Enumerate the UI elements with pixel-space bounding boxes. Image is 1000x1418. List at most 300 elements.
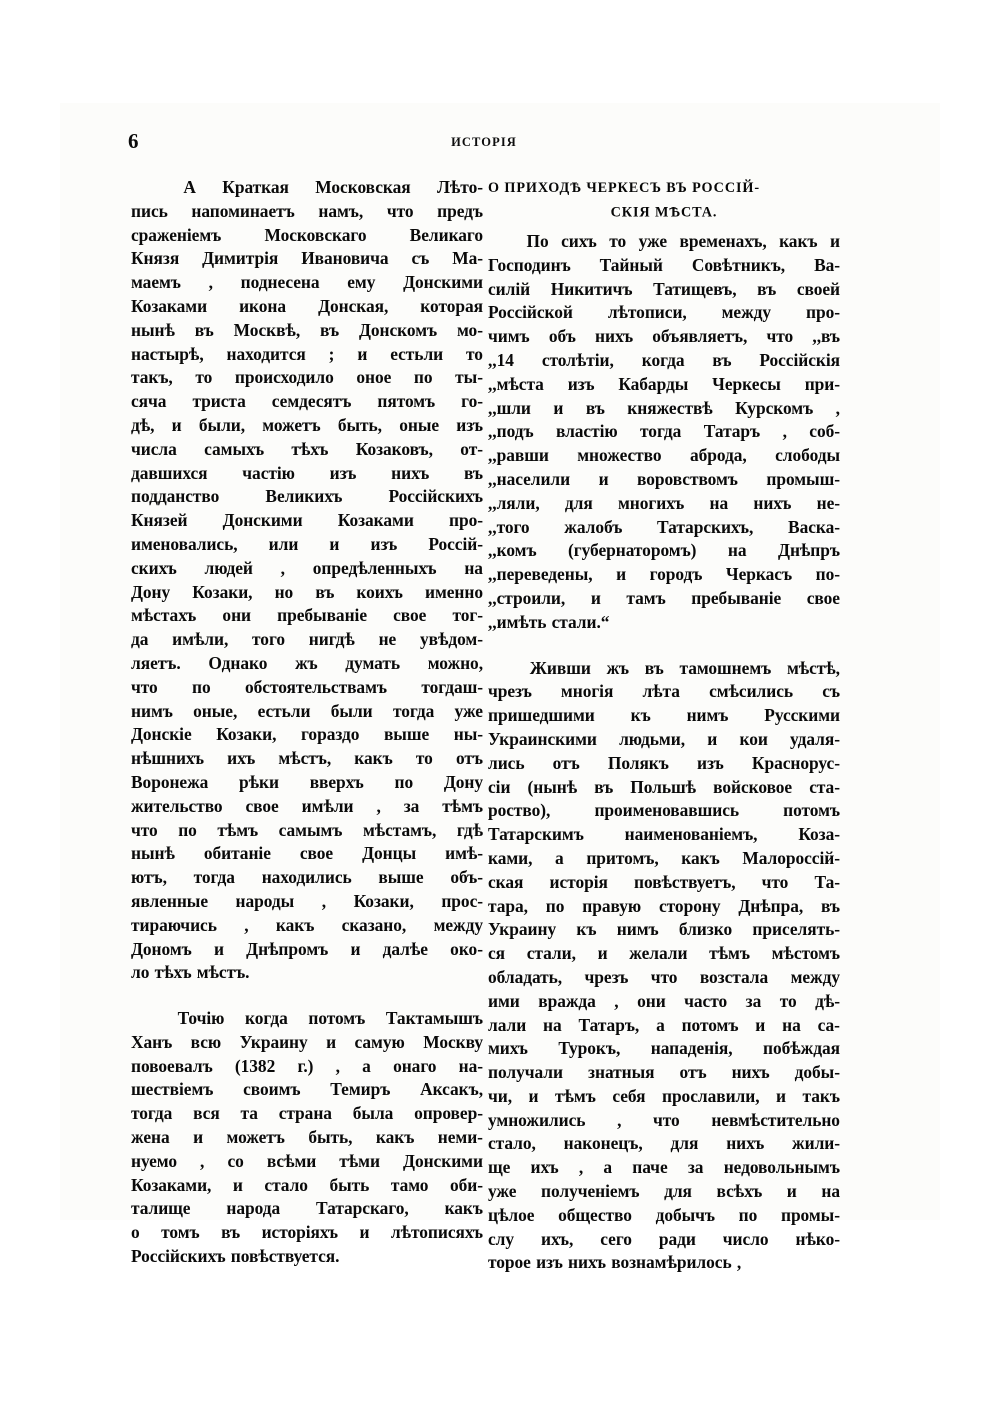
- word: ста-: [809, 776, 840, 797]
- word: а: [656, 1014, 665, 1035]
- word: Днѣпра,: [738, 895, 804, 916]
- word: Турокъ,: [558, 1038, 621, 1059]
- word: Московская: [315, 177, 411, 197]
- word: Димитрія: [202, 248, 279, 269]
- word: объявляетъ,: [652, 326, 748, 347]
- word: мѣстахъ: [131, 605, 197, 626]
- word: аброда,: [689, 445, 747, 466]
- word: тогда: [131, 1103, 173, 1124]
- word: потомъ: [308, 1008, 366, 1029]
- word: ,,въ: [812, 326, 840, 347]
- paragraph-taktamysh: [131, 1007, 483, 1269]
- word: находились: [261, 867, 352, 888]
- word: обладать,: [488, 966, 563, 987]
- word: на-: [458, 1055, 483, 1076]
- word: и: [193, 1127, 204, 1148]
- word: въ: [712, 349, 732, 370]
- word: ,,14: [488, 349, 514, 370]
- word: тѣмъ: [555, 1085, 596, 1106]
- word: изъ: [697, 752, 724, 773]
- word: про-: [805, 302, 840, 323]
- word: ны-: [453, 724, 483, 745]
- word: какъ: [275, 914, 315, 935]
- word: при-: [804, 373, 840, 394]
- word: поднесена: [240, 272, 320, 293]
- text-line: [131, 343, 483, 367]
- text-line: [131, 628, 483, 652]
- page-number: 6: [128, 129, 139, 153]
- word: не-: [816, 492, 840, 513]
- word: Россійской: [488, 302, 573, 323]
- word: ками,: [488, 847, 533, 868]
- word: чрезъ: [488, 681, 532, 702]
- text-line: [488, 278, 840, 302]
- text-line: [488, 966, 840, 990]
- word: давшихся: [131, 462, 208, 483]
- word: Москвѣ,: [233, 319, 301, 340]
- text-line: [131, 1174, 483, 1198]
- word: по: [192, 676, 211, 697]
- word: и: [528, 1085, 539, 1106]
- word: для: [564, 492, 593, 513]
- word: на: [709, 492, 729, 513]
- word: жъ: [295, 652, 318, 673]
- word: промыш-: [766, 468, 840, 489]
- word: въ: [194, 319, 214, 340]
- text-line: [131, 1055, 483, 1079]
- word: Украинскими: [488, 728, 597, 749]
- text-line: [488, 1156, 840, 1180]
- word: полученіемъ: [541, 1181, 640, 1202]
- word: были,: [198, 414, 246, 435]
- word: ,,строили,: [488, 587, 566, 608]
- word: чи,: [488, 1085, 513, 1106]
- word: въ: [644, 657, 664, 678]
- text-line: [131, 271, 483, 295]
- word: ему: [347, 272, 376, 293]
- word: нихъ: [391, 462, 430, 483]
- text-line: [488, 823, 840, 847]
- word: жительство: [131, 795, 223, 816]
- word: опредѣленныхъ: [312, 557, 437, 578]
- word: наконецъ,: [563, 1133, 643, 1154]
- word: всю: [190, 1031, 222, 1052]
- word: нимъ: [616, 919, 659, 940]
- word: изъ: [567, 373, 595, 394]
- text-line: [488, 563, 840, 587]
- text-line: [488, 680, 840, 704]
- word: Ва-: [814, 254, 840, 275]
- word: жили-: [792, 1133, 840, 1154]
- word: за: [687, 1157, 704, 1178]
- paragraph-tatishchev-citation: [488, 230, 840, 635]
- word: къ: [576, 919, 597, 940]
- word: семдесятъ: [271, 391, 352, 412]
- text-line: [131, 295, 483, 319]
- word: отъ: [455, 748, 483, 769]
- word: исторіяхъ: [261, 1222, 338, 1243]
- word: по: [178, 819, 197, 840]
- word: оное: [356, 367, 392, 388]
- running-head: [128, 130, 840, 152]
- word: что: [653, 1109, 680, 1130]
- word: нихъ: [753, 492, 792, 513]
- word: Дономъ: [131, 938, 192, 959]
- word: сяча: [131, 391, 167, 412]
- word: Русскими: [764, 705, 840, 726]
- word: тѣмъ: [442, 795, 483, 816]
- word: и: [598, 468, 609, 489]
- word: Донскими: [403, 272, 483, 293]
- word: Полякъ: [607, 752, 669, 773]
- text-line: [488, 942, 840, 966]
- text-line: [488, 325, 840, 349]
- word: та: [240, 1103, 258, 1124]
- word: тѣми: [339, 1150, 380, 1171]
- word: самую: [354, 1031, 405, 1052]
- word: Донцы: [362, 843, 417, 864]
- word: правую: [582, 895, 642, 916]
- word: народа: [226, 1198, 281, 1219]
- word: нигдѣ: [308, 629, 355, 650]
- text-line: [131, 819, 483, 843]
- word: пребываніе: [277, 605, 367, 626]
- word: Москву: [423, 1031, 483, 1052]
- word: ,: [614, 990, 619, 1011]
- word: Козаки,: [192, 581, 253, 602]
- word: ,,населили: [488, 468, 571, 489]
- word: скихъ: [131, 557, 177, 578]
- text-line: [488, 704, 840, 728]
- word: многихъ: [617, 492, 685, 513]
- word: изъ: [456, 414, 483, 435]
- word: быть,: [308, 1127, 353, 1148]
- word: ,,шли: [488, 397, 531, 418]
- word: Васка-: [788, 516, 840, 537]
- word: объ-: [450, 867, 483, 888]
- word: Татарскихъ,: [657, 516, 754, 537]
- word: выше: [383, 724, 430, 745]
- word: или: [268, 533, 299, 554]
- text-line: [131, 938, 483, 962]
- text-line: [131, 1102, 483, 1126]
- word: ,,равши: [488, 445, 549, 466]
- text-line: [488, 895, 840, 919]
- word: Донскими: [403, 1150, 483, 1171]
- word: тогда: [392, 700, 435, 721]
- text-line: [131, 176, 483, 200]
- word: получали: [488, 1062, 563, 1083]
- word: промы-: [780, 1204, 840, 1225]
- text-line: [488, 1204, 840, 1228]
- word: ,: [321, 890, 327, 911]
- word: роство),: [488, 800, 551, 821]
- word: временахъ,: [679, 231, 767, 251]
- word: такъ: [802, 1085, 840, 1106]
- word: людей: [204, 557, 253, 578]
- word: страна: [278, 1103, 332, 1124]
- word: и: [776, 1085, 787, 1106]
- word: ,: [208, 272, 213, 293]
- word: Никитичъ: [550, 278, 633, 299]
- word: и: [359, 1222, 370, 1243]
- word: въ: [463, 462, 483, 483]
- word: какъ: [354, 748, 393, 769]
- word: обстоятельствамъ: [245, 676, 387, 697]
- word: мѣстамъ,: [362, 819, 437, 840]
- word: и: [350, 938, 361, 959]
- word: Черкесы: [712, 373, 781, 394]
- word: томъ: [161, 1222, 200, 1243]
- word: сторону: [659, 895, 721, 916]
- text-line: [488, 918, 840, 942]
- word: ихъ: [530, 1157, 559, 1178]
- word: гораздо: [301, 724, 360, 745]
- section-heading-line-1: О ПРИХОДѢ ЧЕРКЕСЪ ВЪ РОССІЙ-: [488, 179, 760, 196]
- text-line: [131, 652, 483, 676]
- word: жена: [131, 1127, 170, 1148]
- text-line: [131, 390, 483, 414]
- word: Украину: [488, 919, 557, 940]
- word: увѣдом-: [419, 629, 483, 650]
- word: а: [555, 847, 564, 868]
- word: Дону: [443, 771, 483, 792]
- word: оби-: [449, 1174, 483, 1195]
- word: ще: [488, 1157, 511, 1178]
- word: можно,: [427, 652, 483, 673]
- word: наименованіемъ,: [624, 824, 758, 845]
- word: г.): [297, 1055, 314, 1076]
- word: приселять-: [752, 919, 840, 940]
- word: опровер-: [414, 1103, 483, 1124]
- text-line: [131, 771, 483, 795]
- word: лѣтописи,: [607, 302, 687, 323]
- word: можетъ: [262, 414, 321, 435]
- word: око-: [450, 938, 483, 959]
- word: лѣта: [642, 681, 680, 702]
- word: и: [232, 1174, 243, 1195]
- word: ютъ,: [131, 867, 167, 888]
- text-line: [488, 1014, 840, 1038]
- word: рѣки: [239, 771, 279, 792]
- word: и: [786, 1181, 797, 1202]
- word: свое: [806, 587, 840, 608]
- word: вознамѣрилось: [611, 1252, 732, 1273]
- word: тогда: [640, 421, 682, 442]
- word: о: [131, 1222, 140, 1243]
- text-line: [488, 799, 840, 823]
- word: на: [727, 540, 747, 561]
- word: недовольнымъ: [723, 1157, 840, 1178]
- word: да: [131, 629, 149, 650]
- word: себя: [612, 1085, 646, 1106]
- word: что: [766, 326, 794, 347]
- word: ,: [736, 1252, 742, 1273]
- word: сего: [600, 1228, 632, 1249]
- word: своей: [796, 278, 840, 299]
- word: находится: [226, 343, 306, 364]
- word: нападенія,: [650, 1038, 733, 1059]
- word: тамъ: [626, 587, 666, 608]
- word: оные,: [193, 700, 238, 721]
- word: По: [526, 231, 549, 251]
- word: своимъ: [243, 1079, 301, 1100]
- word: тог-: [452, 605, 483, 626]
- text-line: [131, 890, 483, 914]
- text-line: [488, 587, 840, 611]
- word: для: [664, 1181, 692, 1202]
- word: ,,того: [488, 516, 530, 537]
- word: ская: [488, 871, 524, 892]
- word: Ма-: [452, 248, 483, 269]
- word: ,: [617, 1109, 622, 1130]
- word: лали: [488, 1014, 527, 1035]
- word: триста: [192, 391, 246, 412]
- word: прос-: [441, 890, 483, 911]
- word: Воронежа: [131, 771, 209, 792]
- word: тогдаш-: [421, 676, 483, 697]
- word: а: [362, 1055, 371, 1076]
- word: ,: [578, 1157, 584, 1178]
- word: Курскомъ: [735, 397, 814, 418]
- word: Черкасъ: [725, 564, 793, 585]
- word: именно: [424, 581, 483, 602]
- word: сіи: [488, 776, 511, 797]
- paragraph-zhivshi-zh: [488, 657, 840, 1276]
- word: свое: [393, 605, 427, 626]
- word: умножились: [488, 1109, 586, 1130]
- word: къ: [630, 705, 651, 726]
- text-column-right: [488, 176, 840, 1275]
- word: со: [227, 1150, 244, 1171]
- word: тогда: [193, 867, 235, 888]
- word: Козаками,: [131, 1174, 212, 1195]
- word: въ: [221, 1222, 241, 1243]
- text-line: [488, 539, 840, 563]
- word: что: [131, 676, 158, 697]
- word: самыхъ: [204, 438, 265, 459]
- word: пятомъ: [377, 391, 436, 412]
- word: добычъ: [655, 1204, 715, 1225]
- word: Тактамышъ: [385, 1008, 483, 1029]
- word: въ: [585, 397, 605, 418]
- word: столѣтіи,: [541, 349, 614, 370]
- word: торое: [488, 1252, 531, 1273]
- word: предъ: [437, 200, 483, 221]
- text-line: [131, 1245, 483, 1269]
- word: того: [252, 629, 286, 650]
- word: притомъ,: [586, 847, 659, 868]
- word: явленные: [131, 890, 208, 911]
- word: Козаки,: [216, 724, 277, 745]
- word: въ: [821, 895, 840, 916]
- text-line: [488, 1180, 840, 1204]
- text-line: [488, 230, 840, 254]
- word: Татаръ,: [578, 1014, 640, 1035]
- word: нихъ: [568, 1252, 607, 1273]
- word: тѣмъ: [709, 943, 750, 964]
- word: пришедшими: [488, 705, 595, 726]
- word: онаго: [393, 1055, 437, 1076]
- word: силій: [488, 278, 531, 299]
- word: быть: [329, 1174, 370, 1195]
- word: ихъ,: [540, 1228, 574, 1249]
- word: добы-: [794, 1062, 840, 1083]
- text-line: [131, 224, 483, 248]
- word: Днѣпръ: [778, 540, 840, 561]
- word: Донскими: [222, 510, 303, 531]
- word: тара,: [488, 895, 528, 916]
- text-line: [488, 301, 840, 325]
- text-line: [131, 533, 483, 557]
- word: мѣстъ.: [196, 962, 250, 983]
- text-line: [131, 676, 483, 700]
- word: ,,подъ: [488, 421, 534, 442]
- word: имѣли,: [172, 629, 229, 650]
- word: жалобъ: [564, 516, 623, 537]
- word: дѣ,: [131, 414, 155, 435]
- word: за: [403, 795, 420, 816]
- word: Польшѣ: [630, 776, 697, 797]
- word: за: [745, 990, 762, 1011]
- word: въ: [594, 776, 614, 797]
- word: и: [616, 564, 627, 585]
- word: Темиръ: [330, 1079, 391, 1100]
- text-line: [488, 516, 840, 540]
- word: чимъ: [488, 326, 530, 347]
- word: городъ: [649, 564, 703, 585]
- text-line: [488, 990, 840, 1014]
- word: далѣе: [382, 938, 428, 959]
- word: то: [779, 990, 797, 1011]
- word: Господинъ: [488, 254, 571, 275]
- word: и: [326, 1031, 337, 1052]
- word: свое: [299, 843, 334, 864]
- text-line: [488, 1228, 840, 1252]
- text-line: [131, 914, 483, 938]
- word: го-: [461, 391, 483, 412]
- word: подданство: [131, 486, 220, 507]
- word: Донская,: [318, 295, 389, 316]
- text-line: [131, 700, 483, 724]
- text-line: [131, 723, 483, 747]
- word: тѣхъ: [291, 438, 329, 459]
- word: Великихъ: [265, 486, 343, 507]
- word: кои: [739, 728, 768, 749]
- text-line: [488, 468, 840, 492]
- word: въ: [757, 278, 777, 299]
- word: такъ,: [131, 367, 173, 388]
- word: какъ: [681, 847, 720, 868]
- word: и: [597, 943, 608, 964]
- word: Татищевъ,: [653, 278, 737, 299]
- text-line: [131, 581, 483, 605]
- word: повѣствуется.: [230, 1246, 340, 1267]
- text-line: [488, 728, 840, 752]
- word: мѣстъ,: [278, 748, 332, 769]
- word: какъ: [375, 1127, 415, 1148]
- word: на: [782, 1014, 801, 1035]
- word: желали: [629, 943, 688, 964]
- paragraph-kratkaya-letopis: [131, 176, 483, 985]
- word: они: [637, 990, 666, 1011]
- word: Донскомъ: [358, 319, 438, 340]
- word: изъ: [536, 1252, 563, 1273]
- word: тамошнемъ: [679, 657, 772, 678]
- word: возстала: [699, 966, 769, 987]
- word: и: [707, 728, 718, 749]
- word: уже: [454, 700, 483, 721]
